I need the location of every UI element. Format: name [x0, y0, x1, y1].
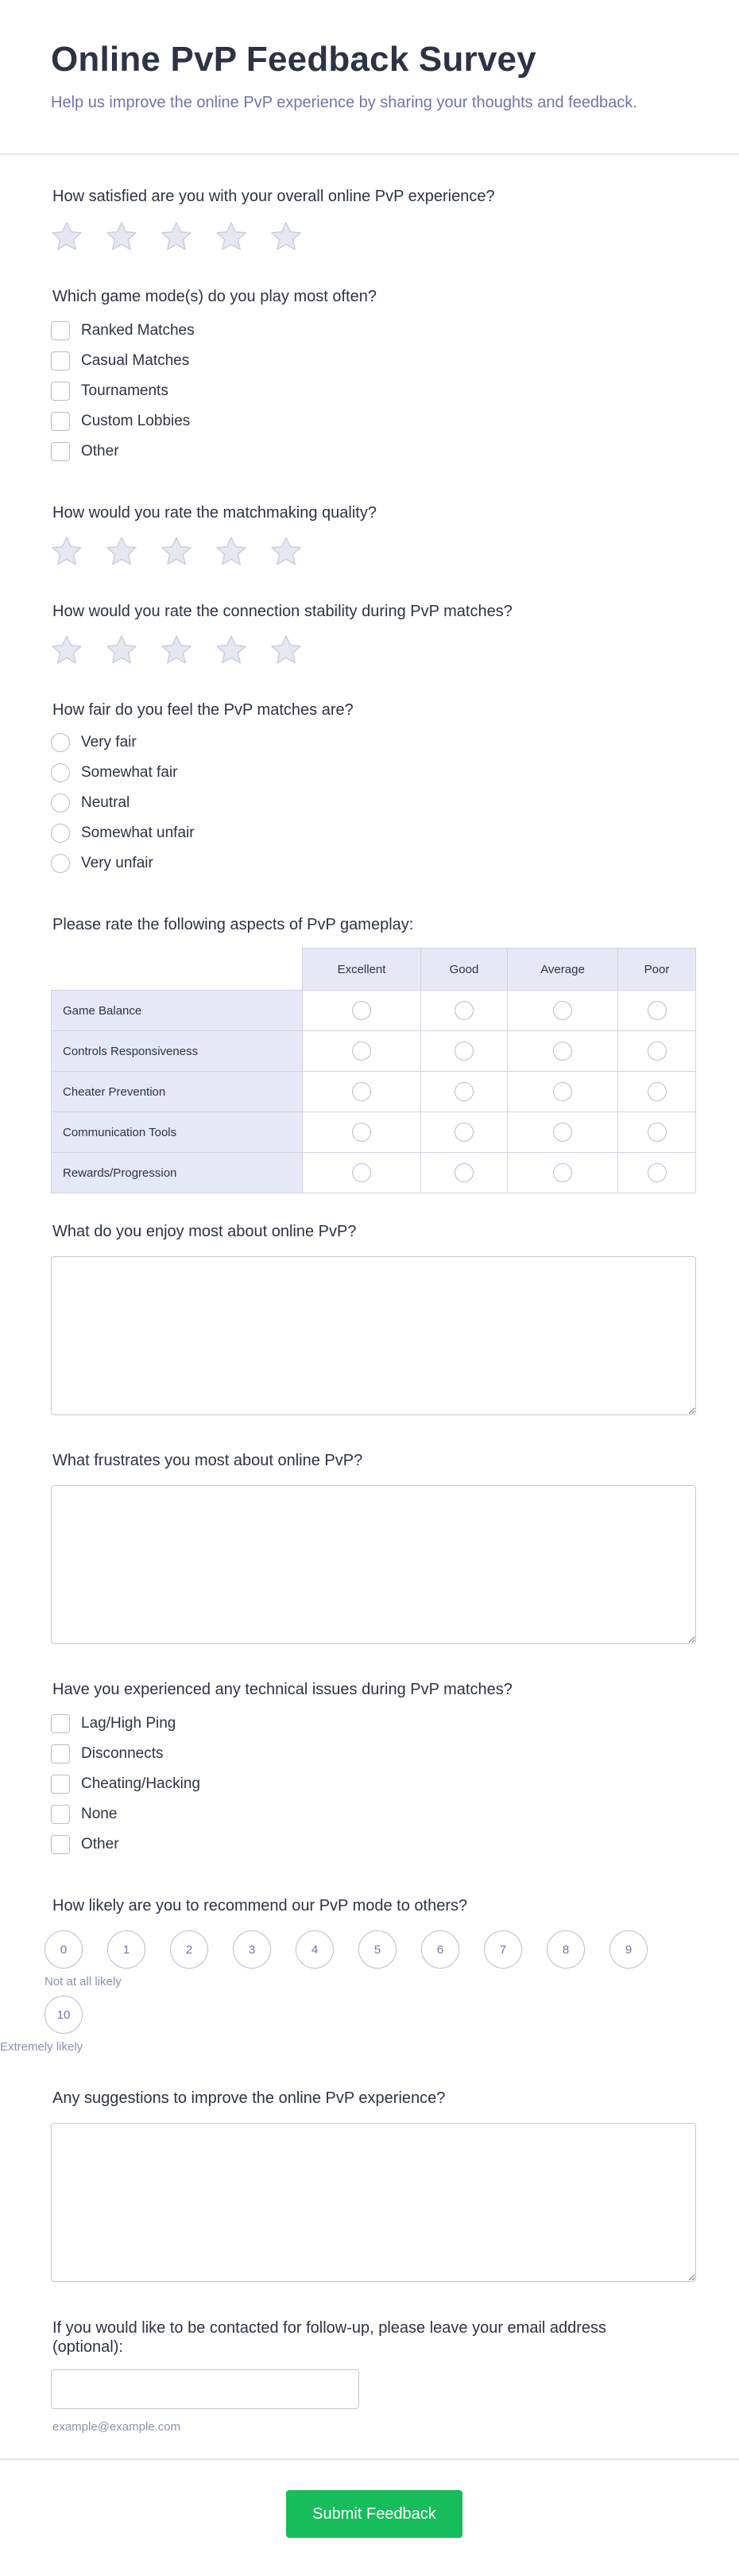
star-icon[interactable]	[269, 633, 304, 668]
enjoy-most-textarea[interactable]	[51, 1256, 696, 1415]
page-subtitle: Help us improve the online PvP experience by sharing your thoughts and feedback.	[51, 94, 637, 111]
matrix-radio[interactable]	[648, 1163, 667, 1182]
nps-option-9[interactable]: 9	[609, 1930, 648, 1969]
nps-option-7[interactable]: 7	[484, 1930, 522, 1969]
star-icon[interactable]	[104, 219, 139, 254]
nps-option-5[interactable]: 5	[358, 1930, 397, 1969]
star-icon[interactable]	[159, 219, 194, 254]
checkbox[interactable]	[51, 1805, 70, 1824]
question-gameplay-aspects: Please rate the following aspects of PvP gameplay:	[52, 916, 414, 933]
suggestions-textarea[interactable]	[51, 2123, 696, 2282]
checkbox-option[interactable]: Lag/High Ping	[51, 1714, 176, 1733]
matrix-radio[interactable]	[352, 1082, 371, 1101]
radio-option[interactable]: Somewhat fair	[51, 763, 177, 782]
footer-divider	[0, 2458, 739, 2460]
nps-low-label: Not at all likely	[44, 1975, 122, 1988]
matrix-row	[52, 1031, 696, 1072]
star-icon[interactable]	[269, 219, 304, 254]
question-contact-email: If you would like to be contacted for follow-up, please leave your email address (optional):	[52, 2319, 607, 2356]
radio-option[interactable]: Somewhat unfair	[51, 824, 195, 843]
matrix-radio[interactable]	[648, 1123, 667, 1142]
checkbox-option[interactable]: Ranked Matches	[51, 321, 195, 340]
star-icon[interactable]	[104, 633, 139, 668]
checkbox[interactable]	[51, 351, 70, 370]
nps-option-3[interactable]: 3	[233, 1930, 271, 1969]
matrix-radio[interactable]	[455, 1082, 474, 1101]
radio-option[interactable]: Very unfair	[51, 854, 153, 873]
matrix-radio[interactable]	[352, 1163, 371, 1182]
checkbox[interactable]	[51, 1744, 70, 1763]
matrix-column-header: Poor	[618, 949, 696, 991]
matrix-radio[interactable]	[648, 1042, 667, 1061]
question-matchmaking-quality: How would you rate the matchmaking quality?	[52, 504, 377, 522]
nps-option-4[interactable]: 4	[296, 1930, 334, 1969]
star-icon[interactable]	[159, 633, 194, 668]
star-icon[interactable]	[269, 534, 304, 569]
submit-button[interactable]: Submit Feedback	[286, 2490, 462, 2538]
checkbox-option[interactable]: Disconnects	[51, 1744, 164, 1763]
matrix-row-label: Communication Tools	[52, 1112, 303, 1153]
matrix-radio[interactable]	[553, 1001, 572, 1020]
frustrates-most-textarea[interactable]	[51, 1485, 696, 1644]
star-icon[interactable]	[214, 219, 249, 254]
matrix-row-label: Rewards/Progression	[52, 1153, 303, 1193]
form-header	[0, 0, 739, 155]
radio-button[interactable]	[51, 854, 70, 873]
star-rating-overall[interactable]	[49, 219, 304, 254]
matrix-radio[interactable]	[455, 1163, 474, 1182]
checkbox-option[interactable]: Cheating/Hacking	[51, 1775, 200, 1794]
matrix-corner	[52, 949, 303, 991]
matrix-row-label: Controls Responsiveness	[52, 1031, 303, 1072]
matrix-column-header: Good	[421, 949, 508, 991]
question-game-modes: Which game mode(s) do you play most often?	[52, 288, 377, 305]
question-technical-issues: Have you experienced any technical issues during PvP matches?	[52, 1681, 513, 1698]
checkbox-option[interactable]: Casual Matches	[51, 351, 189, 370]
matrix-row	[52, 1072, 696, 1112]
star-icon[interactable]	[214, 534, 249, 569]
star-icon[interactable]	[49, 633, 84, 668]
rating-matrix	[51, 948, 696, 1193]
star-icon[interactable]	[49, 219, 84, 254]
matrix-row	[52, 991, 696, 1031]
nps-option-10[interactable]: 10	[44, 1996, 83, 2034]
radio-option[interactable]: Very fair	[51, 733, 137, 752]
matrix-row-label: Game Balance	[52, 991, 303, 1031]
question-connection-stability: How would you rate the connection stability during PvP matches?	[52, 603, 513, 620]
checkbox[interactable]	[51, 442, 70, 461]
checkbox-option[interactable]: None	[51, 1805, 117, 1824]
matrix-radio[interactable]	[455, 1001, 474, 1020]
matrix-radio[interactable]	[553, 1163, 572, 1182]
question-overall-satisfaction: How satisfied are you with your overall online PvP experience?	[52, 188, 495, 205]
email-input[interactable]	[51, 2369, 359, 2409]
star-rating-matchmaking[interactable]	[49, 534, 304, 569]
checkbox[interactable]	[51, 1714, 70, 1733]
checkbox[interactable]	[51, 1835, 70, 1854]
matrix-row	[52, 1153, 696, 1193]
nps-option-2[interactable]: 2	[170, 1930, 208, 1969]
matrix-row	[52, 1112, 696, 1153]
checkbox-option[interactable]: Other	[51, 1835, 119, 1854]
checkbox-option[interactable]: Tournaments	[51, 382, 168, 401]
nps-option-1[interactable]: 1	[107, 1930, 145, 1969]
star-icon[interactable]	[104, 534, 139, 569]
nps-high-label: Extremely likely	[0, 2040, 83, 2054]
matrix-radio[interactable]	[352, 1001, 371, 1020]
radio-button[interactable]	[51, 733, 70, 752]
checkbox-option[interactable]: Other	[51, 442, 119, 461]
checkbox-option[interactable]: Custom Lobbies	[51, 412, 190, 431]
checkbox[interactable]	[51, 412, 70, 431]
checkbox[interactable]	[51, 321, 70, 340]
matrix-radio[interactable]	[352, 1123, 371, 1142]
matrix-column-header: Excellent	[303, 949, 421, 991]
page-title: Online PvP Feedback Survey	[51, 40, 536, 79]
matrix-radio[interactable]	[553, 1123, 572, 1142]
radio-button[interactable]	[51, 763, 70, 782]
matrix-radio[interactable]	[455, 1042, 474, 1061]
radio-option[interactable]: Neutral	[51, 793, 130, 813]
matrix-column-header: Average	[508, 949, 618, 991]
star-rating-connection[interactable]	[49, 633, 304, 668]
question-recommend: How likely are you to recommend our PvP mode to others?	[52, 1897, 468, 1915]
matrix-radio[interactable]	[455, 1123, 474, 1142]
nps-option-6[interactable]: 6	[421, 1930, 459, 1969]
radio-button[interactable]	[51, 793, 70, 813]
nps-option-0[interactable]: 0	[44, 1930, 83, 1969]
matrix-radio[interactable]	[553, 1042, 572, 1061]
star-icon[interactable]	[214, 633, 249, 668]
matrix-radio[interactable]	[553, 1082, 572, 1101]
question-suggestions: Any suggestions to improve the online PvP experience?	[52, 2089, 446, 2107]
matrix-radio[interactable]	[648, 1001, 667, 1020]
question-match-fairness: How fair do you feel the PvP matches are?	[52, 701, 354, 719]
matrix-radio[interactable]	[352, 1042, 371, 1061]
star-icon[interactable]	[159, 534, 194, 569]
matrix-radio[interactable]	[648, 1082, 667, 1101]
nps-option-8[interactable]: 8	[547, 1930, 585, 1969]
question-frustrates-most: What frustrates you most about online PvP?	[52, 1452, 363, 1469]
question-enjoy-most: What do you enjoy most about online PvP?	[52, 1223, 357, 1240]
checkbox[interactable]	[51, 382, 70, 401]
checkbox[interactable]	[51, 1775, 70, 1794]
star-icon[interactable]	[49, 534, 84, 569]
radio-button[interactable]	[51, 824, 70, 843]
matrix-row-label: Cheater Prevention	[52, 1072, 303, 1112]
email-hint: example@example.com	[52, 2420, 181, 2434]
